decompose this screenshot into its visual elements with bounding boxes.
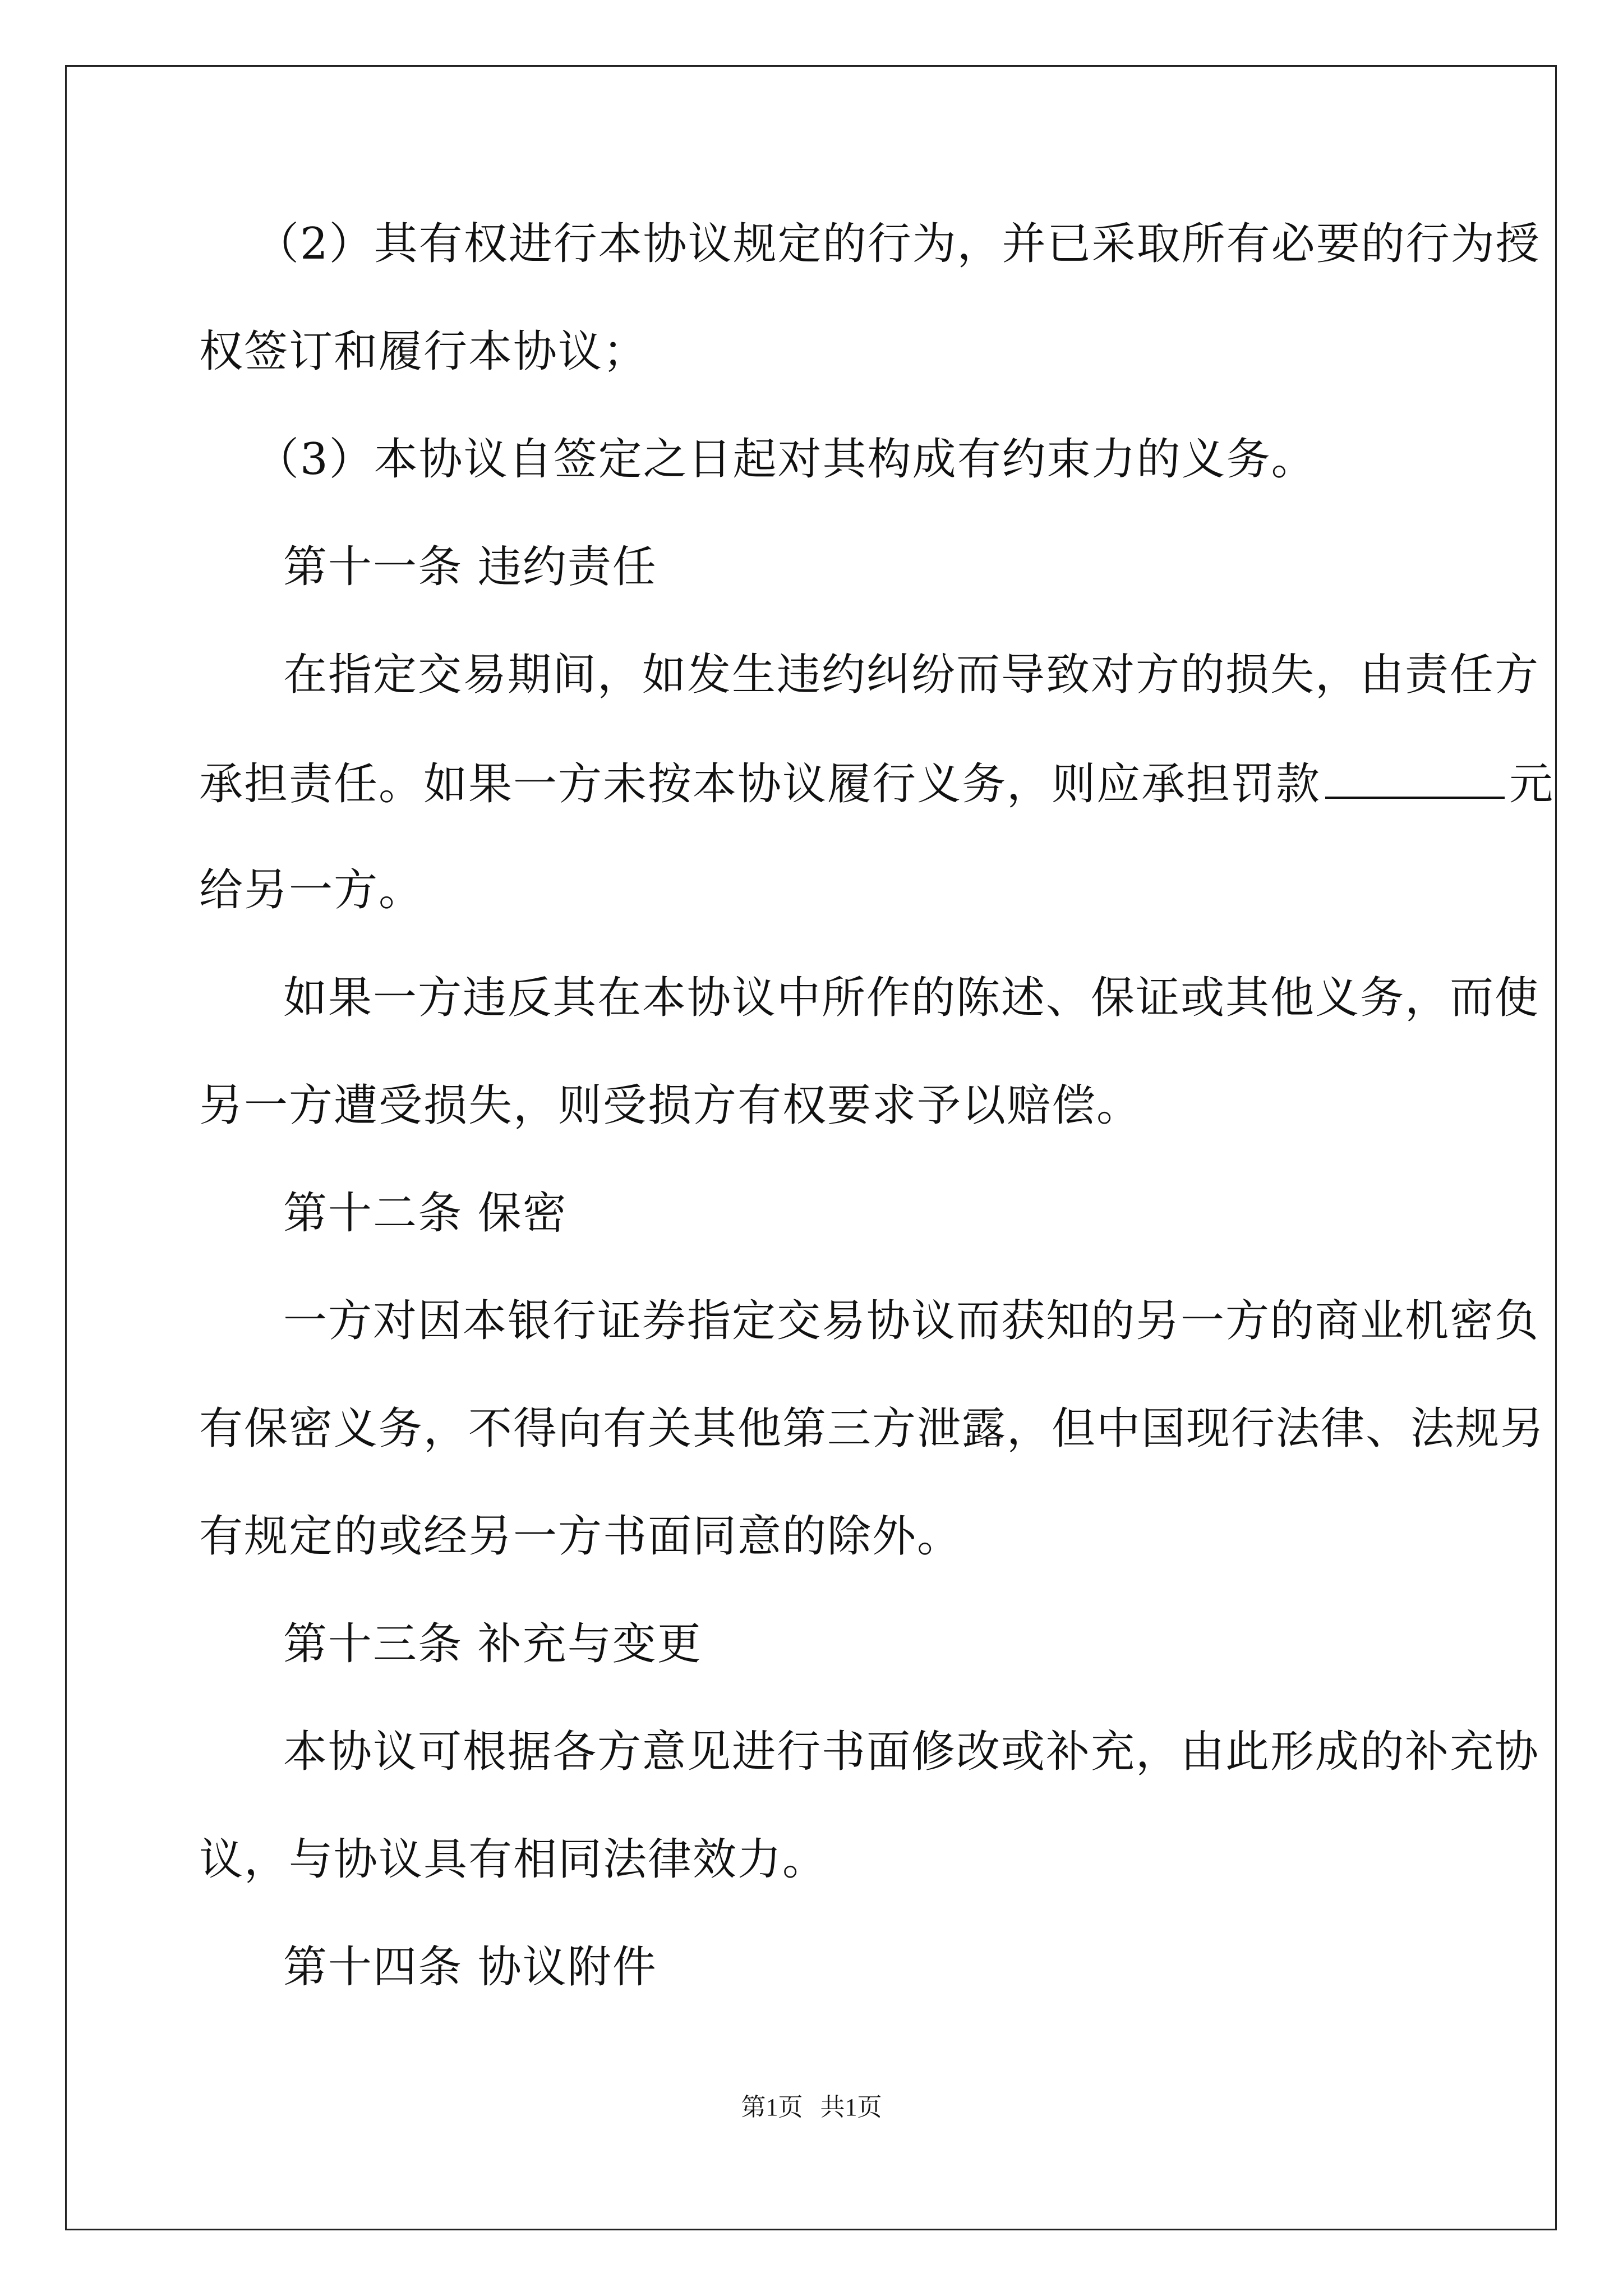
document-body — [199, 213, 1555, 2044]
article-heading: 第十四条 协议附件 — [283, 1942, 657, 1993]
paragraph-line: 一方对因本银行证券指定交易协议而获知的另一方的商业机密负 — [283, 1296, 1540, 1346]
paragraph-line: 给另一方。 — [199, 865, 424, 915]
fill-in-blank — [1325, 752, 1505, 799]
article-heading: 第十三条 补充与变更 — [283, 1619, 702, 1669]
article-heading: 第十一条 违约责任 — [283, 542, 657, 592]
page-total: 共1页 — [820, 2093, 882, 2121]
page-footer — [0, 2087, 1623, 2123]
article-heading: 第十二条 保密 — [283, 1188, 568, 1239]
paragraph-line: （3）本协议自签定之日起对其构成有约束力的义务。 — [255, 434, 1316, 485]
paragraph-line: 在指定交易期间，如发生违约纠纷而导致对方的损失，由责任方 — [283, 650, 1540, 700]
page-number: 第1页 — [741, 2093, 803, 2121]
paragraph-line: 权签订和履行本协议； — [199, 326, 648, 377]
paragraph-line: （2）其有权进行本协议规定的行为，并已采取所有必要的行为授 — [255, 219, 1541, 269]
paragraph-text: 元 — [1509, 759, 1555, 809]
paragraph-line: 如果一方违反其在本协议中所作的陈述、保证或其他义务，而使 — [283, 973, 1540, 1023]
paragraph-line: 有规定的或经另一方书面同意的除外。 — [199, 1511, 962, 1562]
paragraph-line: 有保密义务，不得向有关其他第三方泄露，但中国现行法律、法规另 — [199, 1404, 1546, 1454]
paragraph-line: 另一方遭受损失，则受损方有权要求予以赔偿。 — [199, 1080, 1142, 1131]
paragraph-line: 本协议可根据各方意见进行书面修改或补充，由此形成的补充协 — [283, 1727, 1540, 1777]
paragraph-line — [199, 752, 1555, 859]
paragraph-line: 议，与协议具有相同法律效力。 — [199, 1834, 828, 1885]
paragraph-text: 承担责任。如果一方未按本协议履行义务，则应承担罚款 — [199, 759, 1321, 809]
